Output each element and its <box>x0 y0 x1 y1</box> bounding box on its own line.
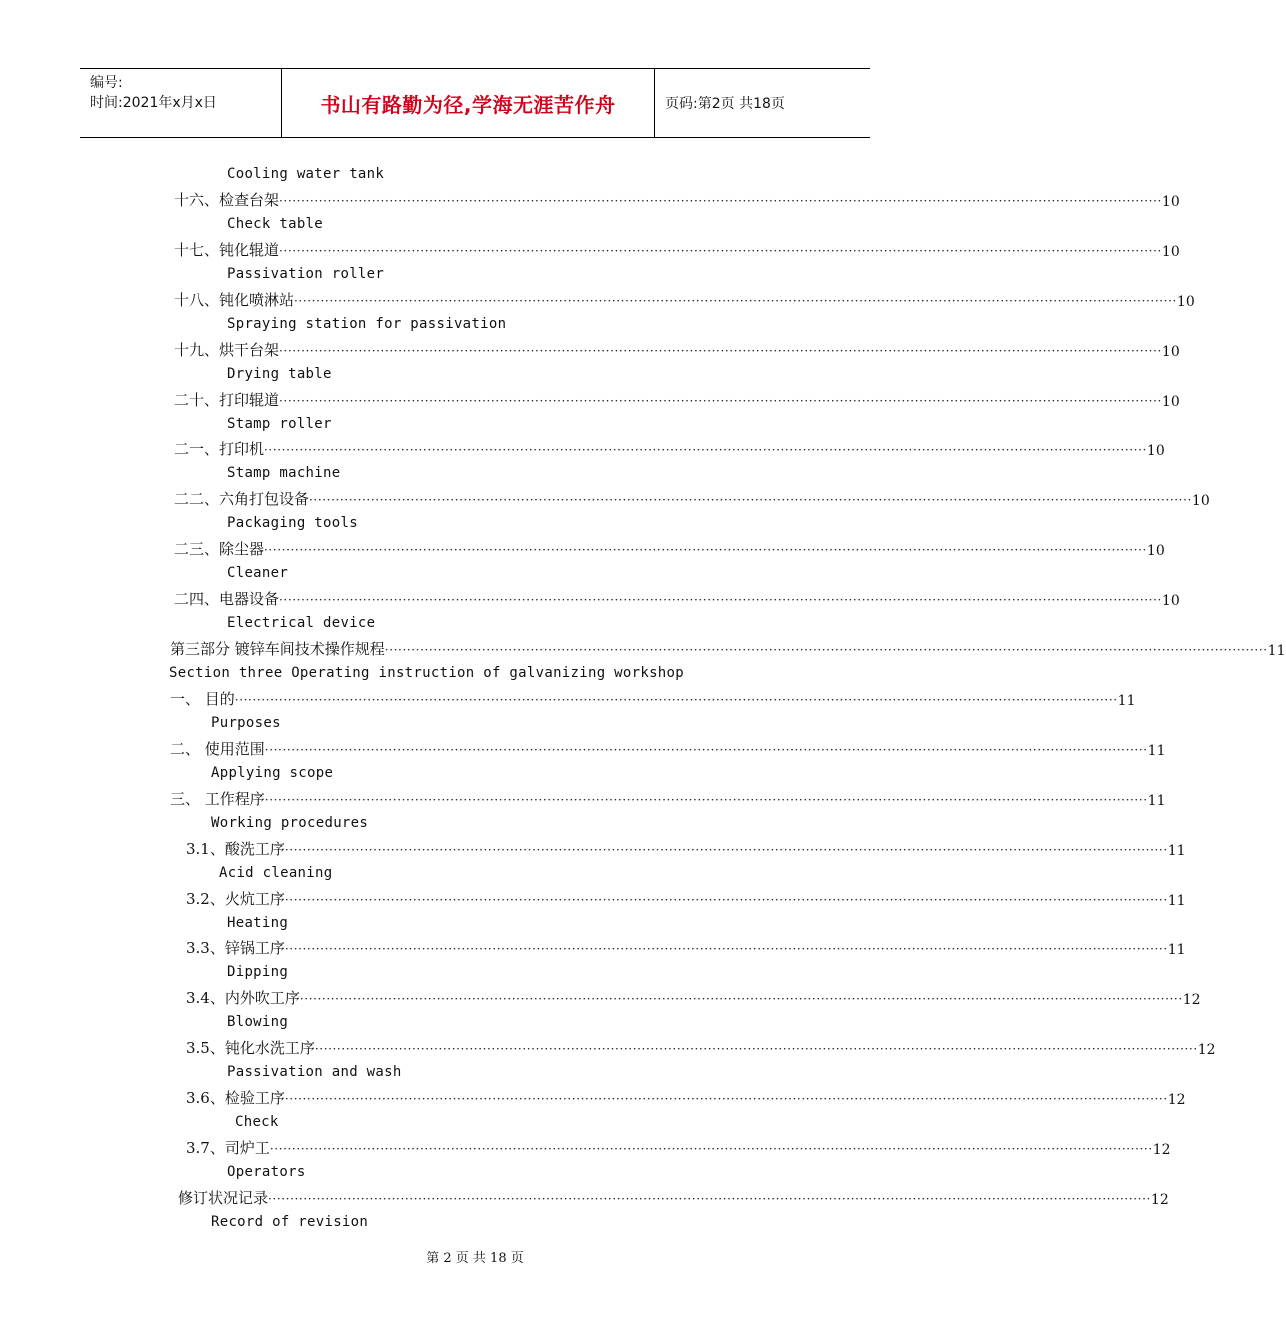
toc-leader-dots: ········································································································································································································ <box>309 493 1192 508</box>
header-page-info: 页码:第2页 共18页 <box>665 96 785 112</box>
toc-english-subtitle: Spraying station for passivation <box>227 315 507 332</box>
toc-english-subtitle: Acid cleaning <box>219 864 333 881</box>
toc-entry-title: 二三、除尘器 <box>174 540 265 559</box>
toc-leader-dots: ········································································································································································································ <box>279 193 1162 208</box>
toc-page-number: 11 <box>1147 742 1166 759</box>
toc-page-number: 11 <box>1167 942 1186 959</box>
toc-leader-dots: ········································································································································································································ <box>299 992 1183 1007</box>
toc-leader-dots: ········································································································································································································ <box>284 842 1168 857</box>
toc-leader-dots: ········································································································································································································ <box>279 243 1162 258</box>
toc-page-number: 10 <box>1176 293 1195 310</box>
toc-entry <box>186 887 1186 909</box>
toc-entry <box>174 437 1165 460</box>
toc-entry <box>170 787 1166 809</box>
header-divider <box>654 69 655 137</box>
header-meta <box>90 73 217 113</box>
toc-entry <box>174 188 1180 210</box>
toc-leader-dots: ········································································································································································································ <box>264 742 1148 757</box>
toc-entry <box>186 1136 1171 1159</box>
toc-english-subtitle: Heating <box>227 914 289 931</box>
toc-english-subtitle: Drying table <box>227 365 332 382</box>
toc-english-subtitle: Section three Operating instruction of galvanizing workshop <box>169 665 684 681</box>
toc-entry <box>186 1086 1186 1109</box>
toc-entry-title: 3.6、检验工序 <box>186 1089 285 1108</box>
toc-entry-title: 二四、电器设备 <box>174 590 280 609</box>
toc-entry-title: 十九、烘干台架 <box>174 340 280 359</box>
toc-entry-title: 二十、打印辊道 <box>174 390 280 409</box>
toc-entry <box>186 837 1186 859</box>
toc-page-number: 10 <box>1161 593 1180 610</box>
toc-page-number: 10 <box>1146 443 1165 460</box>
toc-entry <box>174 238 1180 260</box>
toc-page-number: 12 <box>1152 1142 1171 1159</box>
toc-entry-title: 3.1、酸洗工序 <box>186 839 285 858</box>
toc-leader-dots: ········································································································································································································ <box>268 1191 1151 1206</box>
toc-page-number: 12 <box>1197 1042 1216 1059</box>
toc-leader-dots: ········································································································································································································ <box>269 1142 1153 1157</box>
toc-leader-dots: ········································································································································································································ <box>384 643 1268 658</box>
toc-page-number: 11 <box>1267 643 1286 660</box>
toc-english-subtitle: Working procedures <box>211 814 369 831</box>
toc-leader-dots: ········································································································································································································ <box>264 543 1147 558</box>
toc-leader-dots: ········································································································································································································ <box>284 1092 1168 1107</box>
toc-leader-dots: ········································································································································································································ <box>294 293 1177 308</box>
toc-page-number: 11 <box>1147 792 1166 809</box>
toc-english-subtitle: Stamp machine <box>227 465 341 482</box>
toc-leader-dots: ········································································································································································································ <box>284 942 1168 957</box>
toc-english-subtitle: Stamp roller <box>227 415 332 432</box>
toc-leader-dots: ········································································································································································································ <box>314 1042 1198 1057</box>
toc-entry <box>178 1186 1169 1208</box>
page-header <box>80 68 870 138</box>
toc-english-subtitle: Check table <box>227 215 324 232</box>
toc-entry-title: 一、 目的 <box>170 689 235 708</box>
toc-entry-title: 十六、检查台架 <box>174 190 280 209</box>
toc-english-subtitle: Operators <box>227 1164 306 1180</box>
toc-page-number: 10 <box>1161 193 1180 210</box>
toc-english-subtitle: Electrical device <box>227 615 376 632</box>
toc-entry <box>174 587 1180 610</box>
page-footer: 第 2 页 共 18 页 <box>426 1251 524 1266</box>
toc-entry <box>186 986 1201 1009</box>
toc-entry-title: 二、 使用范围 <box>170 739 265 758</box>
toc-english-subtitle: Blowing <box>227 1014 289 1031</box>
toc-page-number: 12 <box>1167 1092 1186 1109</box>
toc-entry <box>174 288 1195 310</box>
toc-entry-title: 十七、钝化辊道 <box>174 240 280 259</box>
toc-english-subtitle: Cooling water tank <box>227 166 385 182</box>
header-motto: 书山有路勤为径,学海无涯苦作舟 <box>320 92 616 117</box>
toc-leader-dots: ········································································································································································································ <box>284 892 1168 907</box>
toc-english-subtitle: Record of revision <box>211 1213 369 1230</box>
toc-page-number: 12 <box>1182 992 1201 1009</box>
number-label: 编号: <box>90 75 123 91</box>
toc-entry <box>170 637 1286 660</box>
toc-entry-title: 3.2、火炕工序 <box>186 889 285 908</box>
toc-page-number: 11 <box>1117 692 1136 709</box>
toc-entry-title: 3.3、锌锅工序 <box>186 939 285 958</box>
toc-english-subtitle: Passivation roller <box>227 265 385 282</box>
toc-page-number: 10 <box>1191 493 1210 510</box>
toc-english-subtitle: Purposes <box>211 714 281 731</box>
toc-entry <box>174 537 1165 560</box>
toc-entry <box>174 338 1180 360</box>
toc-entry <box>170 737 1166 759</box>
toc-leader-dots: ········································································································································································································ <box>279 393 1162 408</box>
toc-entry-title: 三、 工作程序 <box>170 789 265 808</box>
toc-page-number: 10 <box>1161 343 1180 360</box>
toc-leader-dots: ········································································································································································································ <box>234 692 1118 707</box>
toc-entry <box>186 936 1186 959</box>
toc-page-number: 12 <box>1150 1191 1169 1208</box>
toc-english-subtitle: Dipping <box>227 964 289 981</box>
toc-english-subtitle: Passivation and wash <box>227 1064 402 1081</box>
toc-entry-title: 第三部分 镀锌车间技术操作规程 <box>170 640 385 659</box>
toc-entry-title: 二二、六角打包设备 <box>174 490 310 509</box>
toc-entry-title: 二一、打印机 <box>174 440 265 459</box>
toc-page-number: 11 <box>1167 842 1186 859</box>
toc-entry <box>174 487 1210 510</box>
toc-leader-dots: ········································································································································································································ <box>279 343 1162 358</box>
toc-english-subtitle: Cleaner <box>227 565 289 582</box>
toc-english-subtitle: Check <box>235 1114 279 1131</box>
toc-entry-title: 3.4、内外吹工序 <box>186 989 300 1008</box>
time-label: 时间:2021年x月x日 <box>90 95 217 111</box>
toc-page-number: 10 <box>1161 243 1180 260</box>
toc-entry-title: 3.7、司炉工 <box>186 1139 270 1158</box>
toc-page-number: 10 <box>1161 393 1180 410</box>
toc-entry-title: 十八、钝化喷淋站 <box>174 290 295 309</box>
toc-entry-title: 修订状况记录 <box>178 1188 269 1207</box>
toc-page-number: 10 <box>1146 543 1165 560</box>
toc-page-number: 11 <box>1167 892 1186 909</box>
toc-leader-dots: ········································································································································································································ <box>264 443 1147 458</box>
toc-entry <box>186 1036 1216 1059</box>
toc-entry <box>170 687 1136 709</box>
toc-english-subtitle: Packaging tools <box>227 515 358 532</box>
toc-leader-dots: ········································································································································································································ <box>264 792 1148 807</box>
toc-entry-title: 3.5、钝化水洗工序 <box>186 1039 315 1058</box>
toc-leader-dots: ········································································································································································································ <box>279 593 1162 608</box>
toc-english-subtitle: Applying scope <box>211 764 334 781</box>
toc-entry <box>174 388 1180 410</box>
